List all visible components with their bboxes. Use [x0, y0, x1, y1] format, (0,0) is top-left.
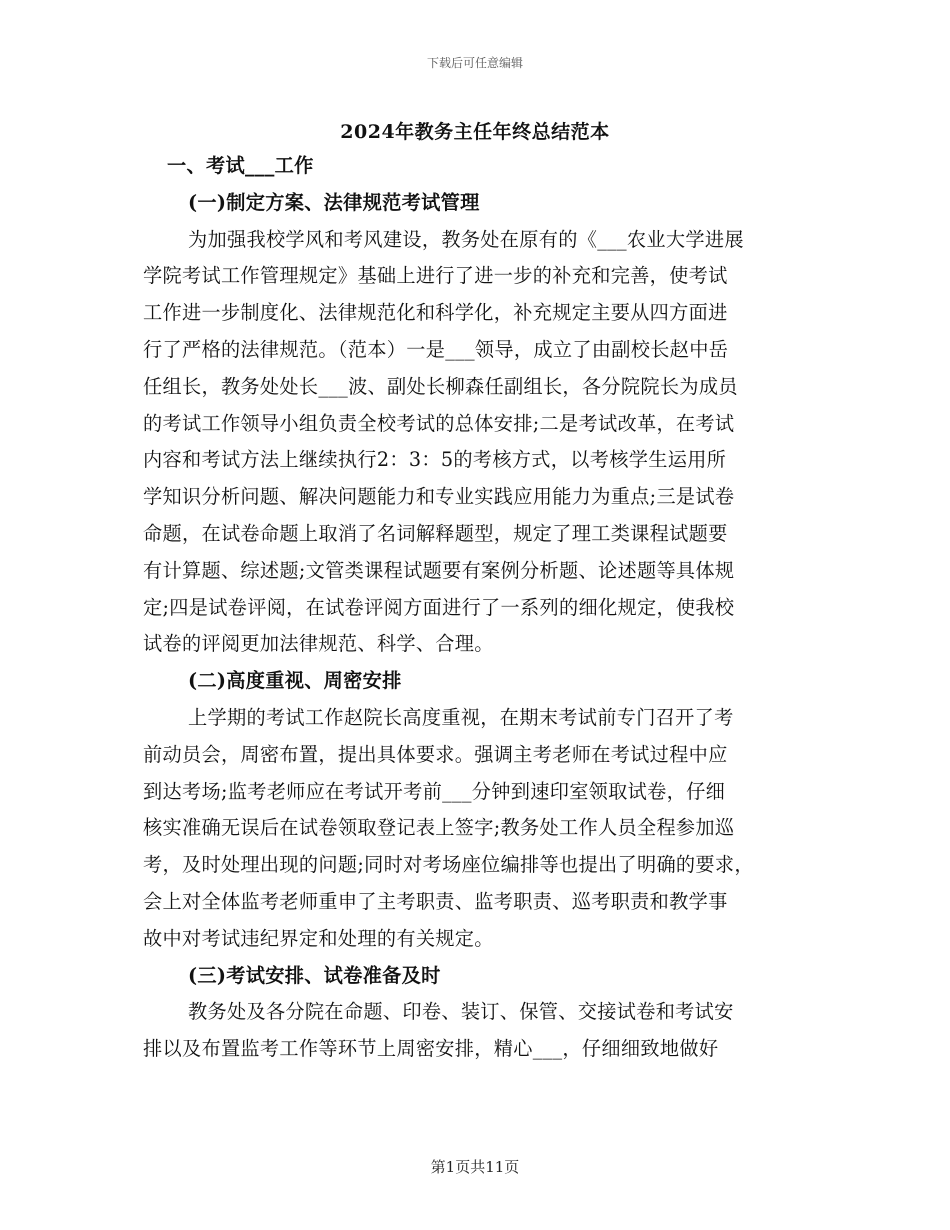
body-line: 行了严格的法律规范。（范本）一是___领导，成立了由副校长赵中岳	[143, 337, 729, 361]
body-line: 到达考场;监考老师应在考试开考前___分钟到速印室领取试卷，仔细	[143, 779, 726, 803]
body-line: 有计算题、综述题;文管类课程试题要有案例分析题、论述题等具体规	[143, 558, 735, 582]
header-note: 下载后可任意编辑	[426, 56, 523, 70]
body-line: 上学期的考试工作赵院长高度重视，在期末考试前专门召开了考	[188, 705, 734, 729]
body-line: 学院考试工作管理规定》基础上进行了进一步的补充和完善，使考试	[143, 264, 728, 288]
body-line: 为加强我校学风和考风建设，教务处在原有的《___农业大学进展	[188, 227, 744, 251]
section-heading: (一)制定方案、法律规范考试管理	[188, 190, 480, 214]
document-body	[143, 148, 813, 1068]
body-line: 学知识分析问题、解决问题能力和专业实践应用能力为重点;三是试卷	[143, 485, 735, 509]
body-line: 排以及布置监考工作等环节上周密安排，精心___，仔细细致地做好	[143, 1037, 719, 1061]
body-line: 工作进一步制度化、法律规范化和科学化，补充规定主要从四方面进	[143, 301, 728, 325]
section-heading: (三)考试安排、试卷准备及时	[188, 963, 441, 987]
body-line: 故中对考试违纪界定和处理的有关规定。	[143, 926, 494, 950]
body-line: 命题，在试卷命题上取消了名词解释题型，规定了理工类课程试题要	[143, 521, 728, 545]
section-heading: 一、考试___工作	[167, 154, 314, 177]
body-line: 任组长，教务处处长___波、副处长柳森任副组长，各分院院长为成员	[143, 374, 738, 398]
body-line: 前动员会，周密布置，提出具体要求。强调主考老师在考试过程中应	[143, 742, 728, 766]
body-line: 内容和考试方法上继续执行2：3：5的考核方式，以考核学生运用所	[143, 448, 727, 472]
body-line: 核实准确无误后在试卷领取登记表上签字;教务处工作人员全程参加巡	[143, 816, 735, 840]
body-line: 试卷的评阅更加法律规范、科学、合理。	[143, 632, 494, 656]
body-line: 会上对全体监考老师重申了主考职责、监考职责、巡考职责和教学事	[143, 889, 728, 913]
body-line: 定;四是试卷评阅，在试卷评阅方面进行了一系列的细化规定，使我校	[143, 595, 735, 619]
document-title: 2024年教务主任年终总结范本	[340, 121, 610, 143]
body-line: 考，及时处理出现的问题;同时对考场座位编排等也提出了明确的要求，	[143, 853, 754, 877]
section-heading: (二)高度重视、周密安排	[188, 669, 402, 693]
page-footer: 第1页共11页	[430, 1158, 520, 1176]
body-line: 教务处及各分院在命题、印卷、装订、保管、交接试卷和考试安	[188, 1000, 734, 1024]
body-line: 的考试工作领导小组负责全校考试的总体安排;二是考试改革，在考试	[143, 411, 735, 435]
